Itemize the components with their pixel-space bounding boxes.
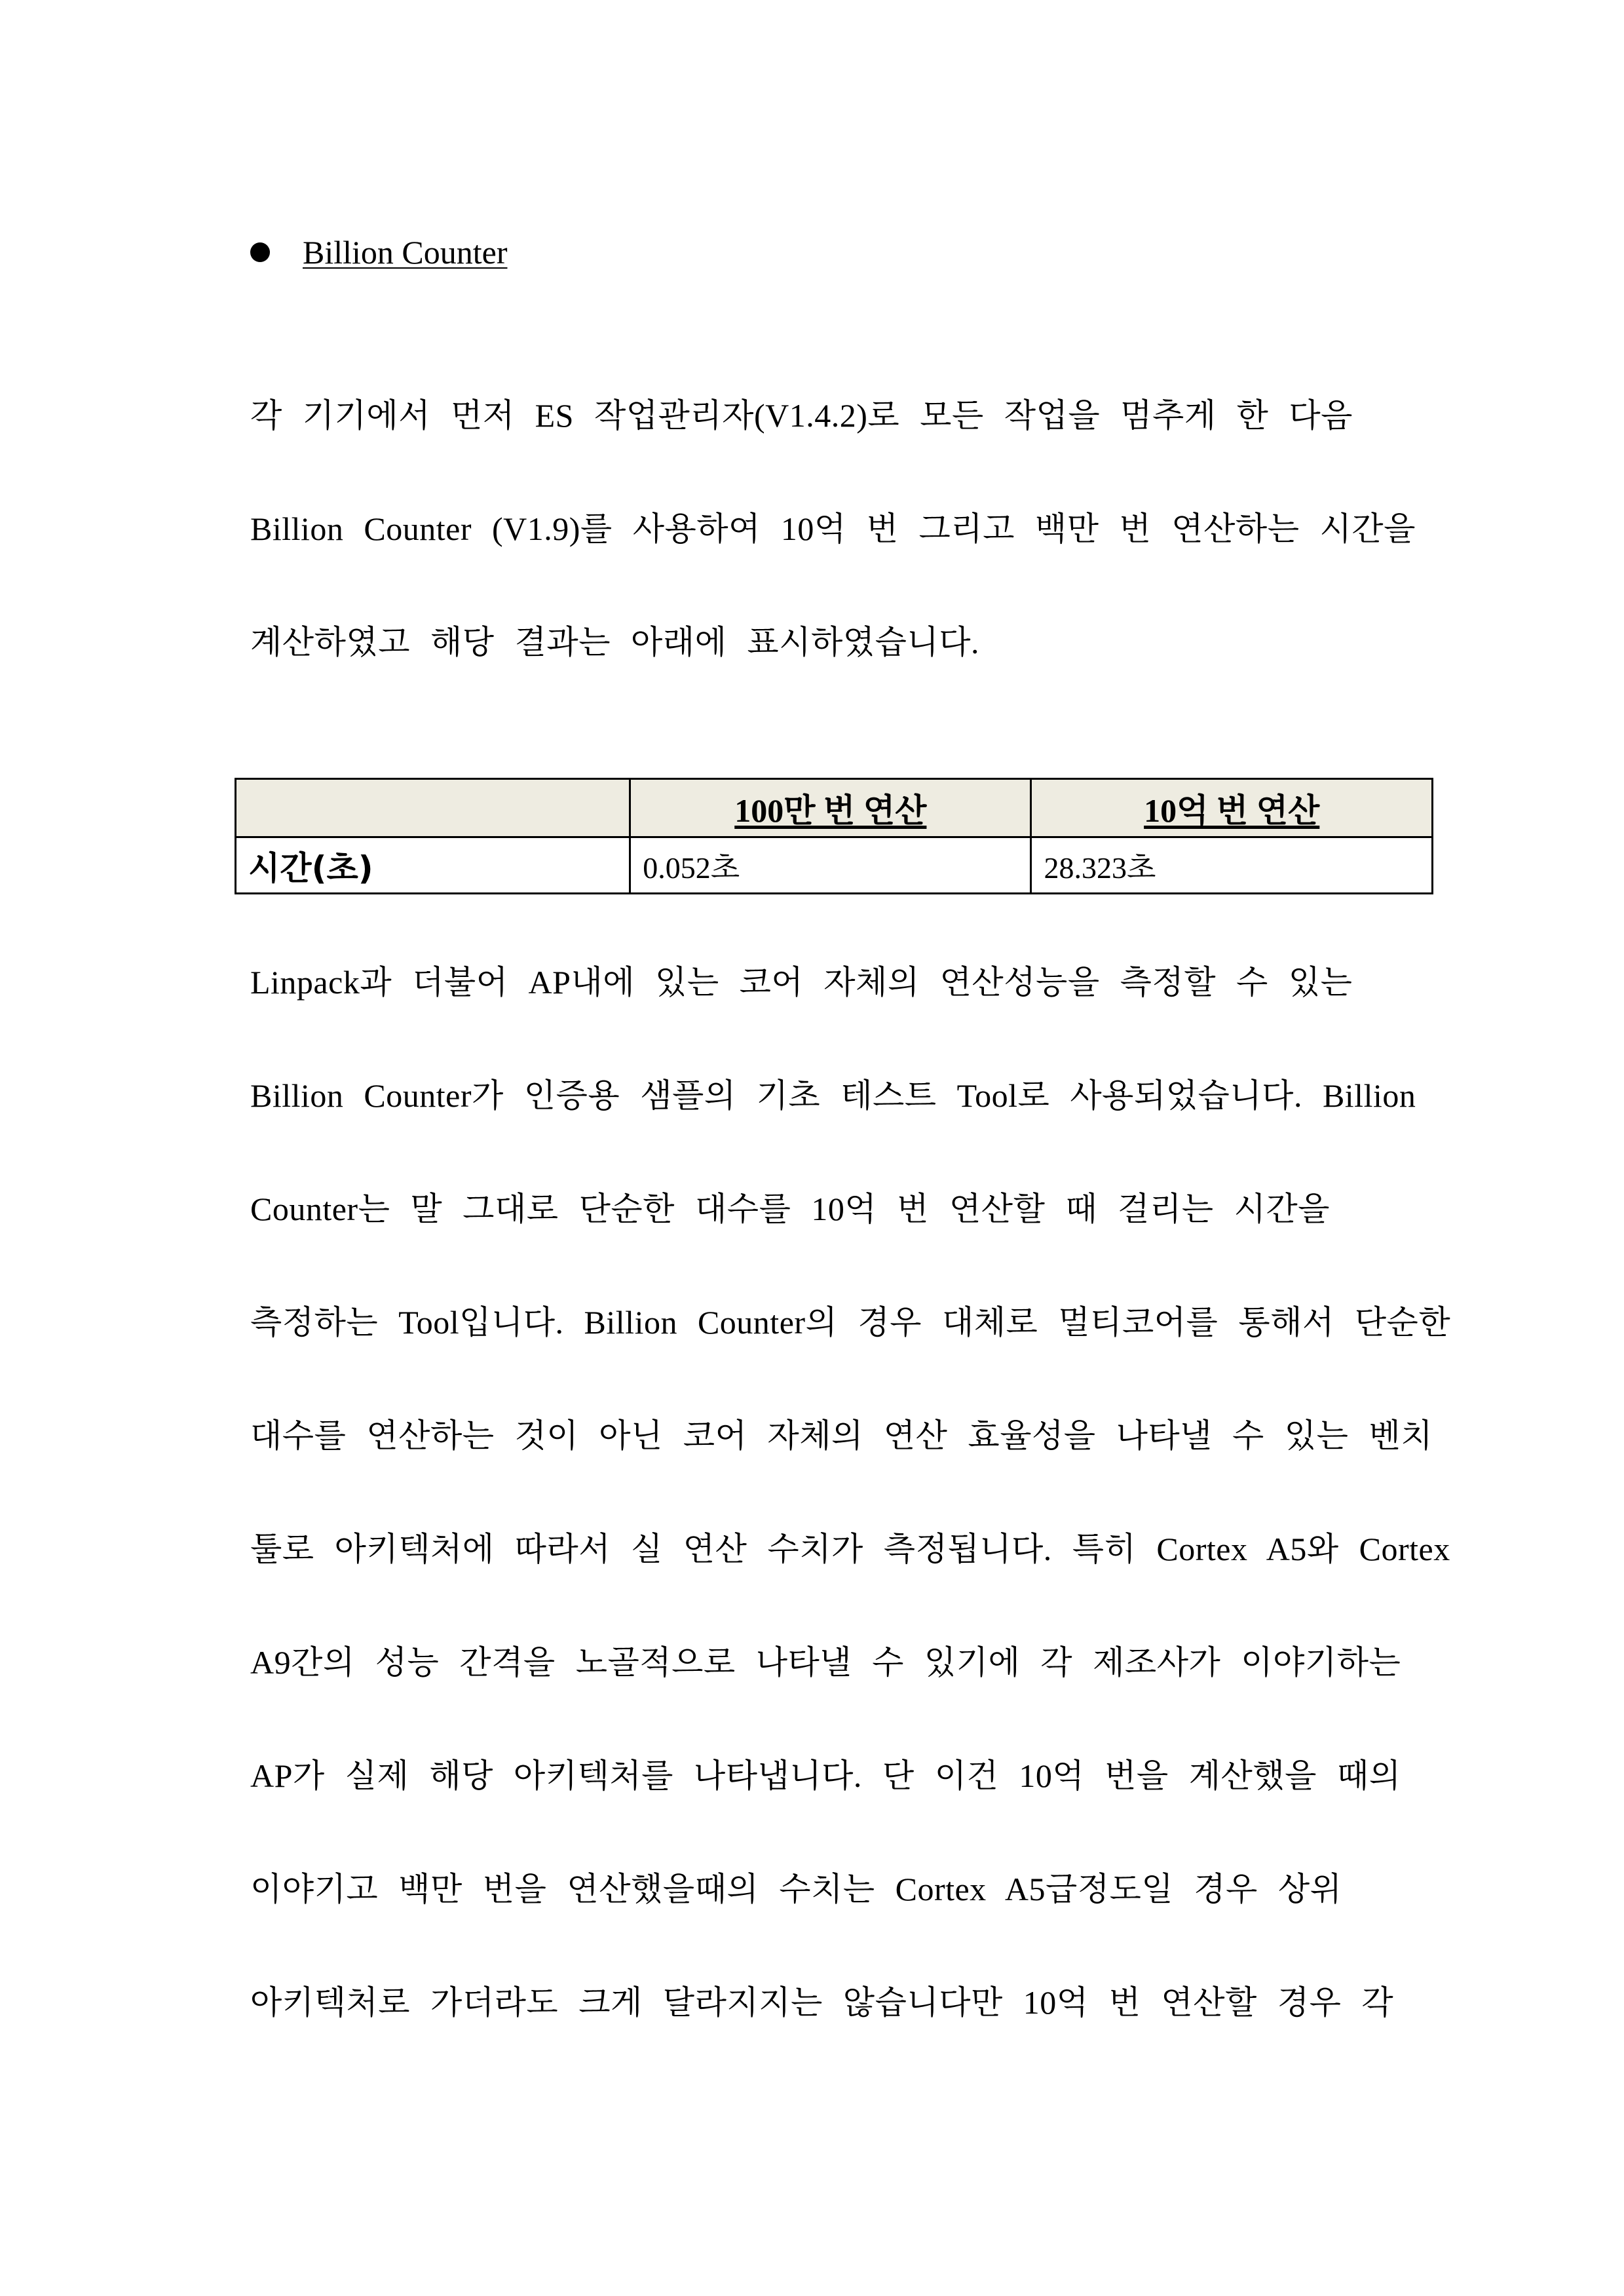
cell-billion-time: 28.323초 xyxy=(1031,837,1433,894)
paragraph-line: Billion Counter가 인증용 샘플의 기초 테스트 Tool로 사용되었습니다. Billion xyxy=(250,1077,1416,1114)
table-header-row xyxy=(236,779,1433,837)
paragraph-line: 이야기고 백만 번을 연산했을때의 수치는 Cortex A5급정도일 경우 상위 xyxy=(250,1871,1342,1907)
header-cell-billion: 10억 번 연산 xyxy=(1031,779,1433,837)
bullet-dot-icon xyxy=(250,242,270,262)
paragraph-line: A9간의 성능 간격을 노골적으로 나타낼 수 있기에 각 제조사가 이야기하는 xyxy=(250,1644,1401,1681)
paragraph-line: 계산하였고 해당 결과는 아래에 표시하였습니다. xyxy=(250,624,979,660)
paragraph-line: 아키텍처로 가더라도 크게 달라지지는 않습니다만 10억 번 연산할 경우 각 xyxy=(250,1984,1394,2021)
paragraph-line: 대수를 연산하는 것이 아닌 코어 자체의 연산 효율성을 나타낼 수 있는 벤치 xyxy=(250,1417,1433,1454)
results-table xyxy=(235,778,1433,894)
paragraph-line: 측정하는 Tool입니다. Billion Counter의 경우 대체로 멀티코어를 통해서 단순한 xyxy=(250,1304,1451,1341)
header-cell-million: 100만 번 연산 xyxy=(630,779,1031,837)
table-row xyxy=(236,837,1433,894)
paragraph-line: Counter는 말 그대로 단순한 대수를 10억 번 연산할 때 걸리는 시간을 xyxy=(250,1191,1330,1227)
body-paragraph xyxy=(250,926,1451,2059)
section-title: Billion Counter xyxy=(303,234,508,271)
paragraph-line: 툴로 아키텍처에 따라서 실 연산 수치가 측정됩니다. 특히 Cortex A5와 Cortex xyxy=(250,1531,1450,1567)
header-cell-empty xyxy=(236,779,630,837)
cell-million-time: 0.052초 xyxy=(630,837,1031,894)
section-bullet xyxy=(250,226,508,278)
paragraph-line: AP가 실제 해당 아키텍처를 나타냅니다. 단 이건 10억 번을 계산했을 때의 xyxy=(250,1757,1401,1794)
intro-paragraph xyxy=(250,359,1416,699)
row-label-time: 시간(초) xyxy=(236,837,630,894)
paragraph-line: Billion Counter (V1.9)를 사용하여 10억 번 그리고 백만 번 연산하는 시간을 xyxy=(250,510,1416,547)
paragraph-line: 각 기기에서 먼저 ES 작업관리자(V1.4.2)로 모든 작업을 멈추게 한 다음 xyxy=(250,397,1353,434)
paragraph-line: Linpack과 더불어 AP내에 있는 코어 자체의 연산성능을 측정할 수 있는 xyxy=(250,964,1353,1001)
